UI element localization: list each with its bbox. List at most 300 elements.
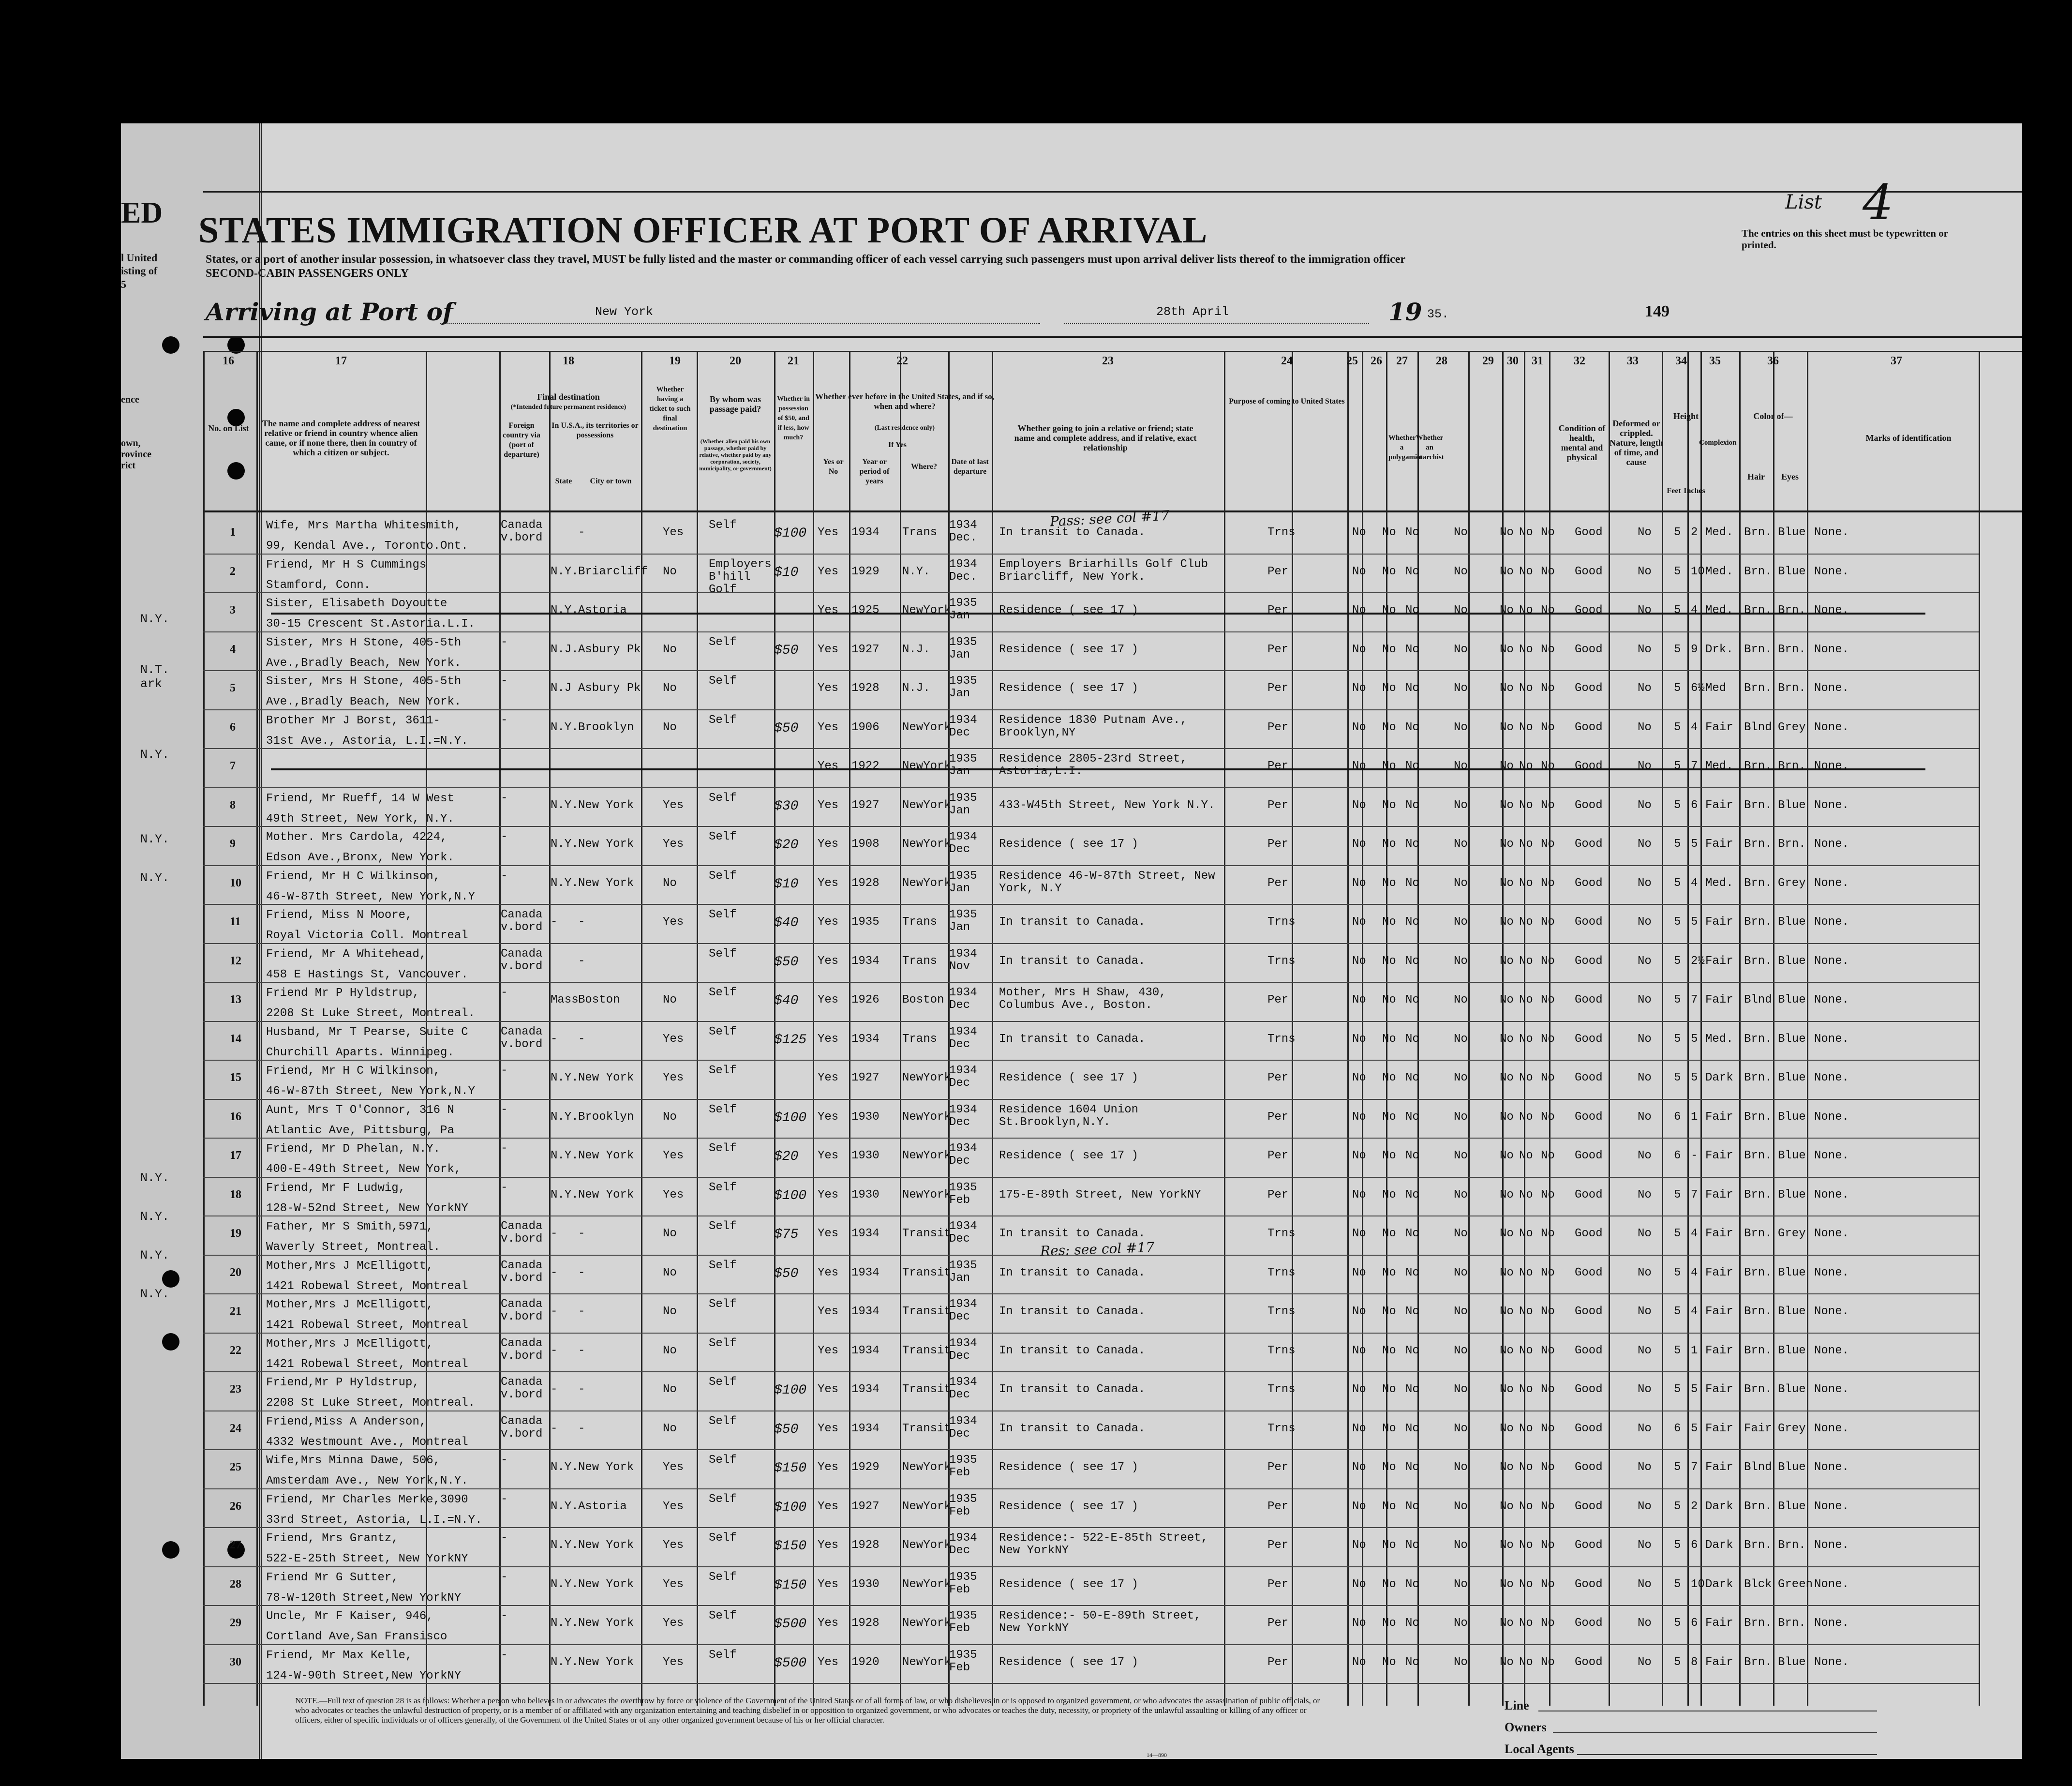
ticket-value: No [663, 643, 677, 656]
relative-name: Mother,Mrs J McElligott, [266, 1337, 433, 1351]
height-feet: 5 [1674, 604, 1681, 617]
dest-state: N.Y. [551, 1110, 579, 1124]
footnote-text: NOTE.—Full text of question 28 is as follows: Whether a person who believes in or advocates the overthrow by force or violence of the Government of the United States or of all forms of law, or who disbelieves in or is opposed to organized government, or who advocates the assassination of public officials, or who advocates or teaches the unlawful destruction of property, or is a member of or affiliated with any organization entertaining and teaching disbelief in or opposition to organized government, or who advocates or teaches the duty, necessity, or propriety of the unlawful assaulting or killing of any officer or officers, either of specific individuals or of officers generally, of the Government of the United States or of any other organized government because of his or her official character. [295, 1696, 1320, 1725]
q26-value: No [1382, 1383, 1396, 1396]
joining-text: In transit to Canada. [999, 526, 1146, 539]
height-inches: 2 [1691, 526, 1698, 539]
departure-date: 1935 Jan [949, 869, 977, 895]
q26-value: No [1382, 954, 1396, 968]
table-row [121, 1606, 2022, 1645]
dest-state: N.Y. [551, 1500, 579, 1513]
header-if-yes: If Yes [888, 441, 907, 449]
q25-value: No [1352, 604, 1366, 617]
height-inches: 1 [1691, 1344, 1698, 1357]
where-value: Transit [902, 1422, 951, 1435]
q27-value: No [1405, 526, 1419, 539]
header-color-of: Color of— [1753, 411, 1793, 421]
departure-date: 1934 Dec [949, 830, 977, 856]
purpose-value: Trns [1267, 1227, 1296, 1240]
ticket-value: No [663, 1227, 677, 1240]
deformed-value: No [1638, 1071, 1652, 1084]
where-value: Transit [902, 1266, 951, 1279]
purpose-value: Per [1267, 1461, 1289, 1474]
column-number: 24 [1281, 355, 1293, 367]
deformed-value: No [1638, 1422, 1652, 1435]
deformed-value: No [1638, 876, 1652, 890]
complexion-value: Fair [1705, 1227, 1733, 1240]
via-port: - [501, 1570, 508, 1584]
departure-date: 1935 Feb [949, 1648, 977, 1674]
column-number: 17 [335, 355, 347, 367]
departure-date: 1934 Dec [949, 1220, 977, 1246]
height-inches: 7 [1691, 760, 1698, 773]
hair-value: Blnd [1744, 1461, 1772, 1474]
relative-address: 1421 Robewal Street, Montreal [266, 1357, 468, 1371]
q29-value: No [1500, 643, 1514, 656]
via-port: Canada v.bord [501, 1376, 543, 1401]
ticket-value: Yes [663, 1577, 684, 1591]
q29-value: No [1500, 838, 1514, 851]
where-value: NewYork [902, 720, 951, 734]
row-number: 16 [230, 1110, 241, 1123]
q29-value: No [1500, 682, 1514, 695]
health-value: Good [1575, 1422, 1603, 1435]
q28-value: No [1454, 1149, 1468, 1162]
q31-value: No [1541, 1344, 1555, 1357]
header-yes-no: Yes or No [823, 458, 844, 476]
row-number: 2 [230, 565, 236, 578]
before-us-value: Yes [818, 565, 839, 578]
joining-text: Residence 46-W-87th Street, New York, N.Y [999, 869, 1215, 895]
q31-value: No [1541, 1500, 1555, 1513]
q29-value: No [1500, 1188, 1514, 1201]
q30-value: No [1519, 1227, 1533, 1240]
q31-value: No [1541, 993, 1555, 1006]
header-health: Condition of health, mental and physical [1558, 423, 1606, 462]
q29-value: No [1500, 1539, 1514, 1552]
purpose-value: Per [1267, 682, 1289, 695]
q25-value: No [1352, 1617, 1366, 1630]
passage-paid: Self [709, 1298, 737, 1311]
dest-city: New York [578, 1617, 634, 1630]
q25-value: No [1352, 838, 1366, 851]
purpose-value: Trns [1267, 1344, 1296, 1357]
deformed-value: No [1638, 916, 1652, 929]
ticket-value: Yes [663, 1461, 684, 1474]
money-value: $100 [774, 1110, 807, 1126]
q31-value: No [1541, 1266, 1555, 1279]
table-row [121, 866, 2022, 905]
where-value: NewYork [902, 1071, 951, 1084]
health-value: Good [1575, 993, 1603, 1006]
hair-value: Brn. [1744, 682, 1772, 695]
marks-value: None. [1814, 1149, 1849, 1162]
via-port: - [501, 713, 508, 727]
header-final-destination: Final destination [537, 392, 600, 402]
purpose-value: Per [1267, 1149, 1289, 1162]
q31-value: No [1541, 1539, 1555, 1552]
q25-value: No [1352, 1227, 1366, 1240]
header-relative: The name and complete address of nearest relative or friend in country whence alien came, or if none there, then in country of which a citizen or subject. [262, 419, 420, 457]
q31-value: No [1541, 720, 1555, 734]
passage-paid: Self [709, 519, 737, 532]
relative-name: Mother,Mrs J McElligott, [266, 1298, 433, 1311]
height-feet: 5 [1674, 798, 1681, 812]
height-inches: 5 [1691, 1071, 1698, 1084]
q28-value: No [1454, 1422, 1468, 1435]
q31-value: No [1541, 1461, 1555, 1474]
q28-value: No [1454, 526, 1468, 539]
left-fragment-row: N.Y. [140, 832, 170, 846]
q25-value: No [1352, 526, 1366, 539]
via-port: - [501, 1648, 508, 1662]
relative-address: Amsterdam Ave., New York,N.Y. [266, 1474, 468, 1487]
before-us-value: Yes [818, 1227, 839, 1240]
deformed-value: No [1638, 643, 1652, 656]
deformed-value: No [1638, 1461, 1652, 1474]
q29-value: No [1500, 760, 1514, 773]
year-value: 1929 [851, 1461, 879, 1474]
deformed-value: No [1638, 1383, 1652, 1396]
marks-value: None. [1814, 1539, 1849, 1552]
relative-address: 4332 Westmount Ave., Montreal [266, 1435, 468, 1449]
header-ticket: Whether having a ticket to such final destination [649, 386, 691, 432]
departure-date: 1934 Dec [949, 1531, 977, 1557]
q26-value: No [1382, 643, 1396, 656]
height-inches: 6 [1691, 1617, 1698, 1630]
header-no-on-list: No. on List [208, 423, 249, 433]
table-row [121, 788, 2022, 827]
q28-value: No [1454, 954, 1468, 968]
marks-value: None. [1814, 1422, 1849, 1435]
column-number: 35 [1709, 355, 1721, 367]
q28-value: No [1454, 1266, 1468, 1279]
ticket-value: No [663, 1110, 677, 1124]
table-row [121, 1178, 2022, 1216]
purpose-value: Per [1267, 1500, 1289, 1513]
joining-text: Residence ( see 17 ) [999, 604, 1139, 617]
health-value: Good [1575, 838, 1603, 851]
complexion-value: Fair [1705, 1149, 1733, 1162]
health-value: Good [1575, 565, 1603, 578]
purpose-value: Per [1267, 876, 1289, 890]
marks-value: None. [1814, 1266, 1849, 1279]
q25-value: No [1352, 1110, 1366, 1124]
passage-paid: Self [709, 635, 737, 649]
joining-text: Residence:- 50-E-89th Street, New YorkNY [999, 1609, 1201, 1635]
purpose-value: Per [1267, 643, 1289, 656]
q31-value: No [1541, 838, 1555, 851]
relative-address: 124-W-90th Street,New YorkNY [266, 1669, 462, 1682]
dest-state: N.Y. [551, 1188, 579, 1201]
q27-value: No [1405, 1110, 1419, 1124]
q28-value: No [1454, 798, 1468, 812]
dest-city: - [578, 1266, 585, 1279]
health-value: Good [1575, 1655, 1603, 1669]
q29-value: No [1500, 1500, 1514, 1513]
purpose-value: Per [1267, 1655, 1289, 1669]
marks-value: None. [1814, 1344, 1849, 1357]
table-row [121, 1645, 2022, 1684]
row-number: 7 [230, 760, 236, 772]
eyes-value: Blue [1778, 1461, 1806, 1474]
eyes-value: Blue [1778, 954, 1806, 968]
joining-text: Residence ( see 17 ) [999, 1461, 1139, 1474]
left-fragment-2: isting of [121, 265, 158, 277]
q30-value: No [1519, 682, 1533, 695]
agents-rule [1577, 1754, 1877, 1755]
hair-value: Brn. [1744, 1344, 1772, 1357]
instructions-text: States, or a port of another insular possession, in whatsoever class they travel, MUST be fully listed and the master or commanding officer of each vessel carrying such passengers must upon arrival deliver lists thereof to the immigration officer [206, 253, 1406, 266]
height-feet: 5 [1674, 1188, 1681, 1201]
q29-value: No [1500, 1344, 1514, 1357]
q27-value: No [1405, 1383, 1419, 1396]
via-port: - [501, 1609, 508, 1622]
complexion-value: Fair [1705, 1188, 1733, 1201]
relative-name: Friend, Mr A Whitehead, [266, 947, 427, 961]
column-number: 22 [896, 355, 908, 367]
health-value: Good [1575, 954, 1603, 968]
marks-value: None. [1814, 954, 1849, 968]
deformed-value: No [1638, 1655, 1652, 1669]
q30-value: No [1519, 1305, 1533, 1318]
relative-name: Friend, Mr Max Kelle, [266, 1649, 413, 1662]
purpose-value: Trns [1267, 1305, 1296, 1318]
q30-value: No [1519, 526, 1533, 539]
joining-text: In transit to Canada. [999, 1422, 1146, 1435]
marks-value: None. [1814, 1617, 1849, 1630]
joining-text: Residence ( see 17 ) [999, 1149, 1139, 1162]
before-us-value: Yes [818, 1110, 839, 1124]
year-value: 1934 [851, 954, 879, 968]
relative-name: Mother. Mrs Cardola, 4224, [266, 831, 447, 844]
health-value: Good [1575, 1539, 1603, 1552]
row-number: 8 [230, 798, 236, 811]
q30-value: No [1519, 1266, 1533, 1279]
header-intended-residence: (*Intended future permanent residence) [510, 404, 626, 411]
year-value: 1928 [851, 1617, 879, 1630]
q30-value: No [1519, 1422, 1533, 1435]
q30-value: No [1519, 1500, 1533, 1513]
height-inches: 5 [1691, 1032, 1698, 1046]
before-us-value: Yes [818, 682, 839, 695]
q31-value: No [1541, 565, 1555, 578]
dest-state: - [551, 1422, 558, 1435]
where-value: NewYork [902, 1188, 951, 1201]
joining-text: Residence ( see 17 ) [999, 1655, 1139, 1669]
dest-city: New York [578, 1461, 634, 1474]
left-fragment-row: N.Y. [140, 871, 170, 885]
table-row [121, 905, 2022, 944]
purpose-value: Per [1267, 1188, 1289, 1201]
via-port: - [501, 1531, 508, 1545]
q31-value: No [1541, 876, 1555, 890]
joining-text: Residence:- 522-E-85th Street, New YorkNY [999, 1531, 1208, 1557]
q26-value: No [1382, 526, 1396, 539]
q30-value: No [1519, 604, 1533, 617]
q27-value: No [1405, 643, 1419, 656]
left-fragment-row: N.Y. [140, 1171, 170, 1185]
ticket-value: Yes [663, 1617, 684, 1630]
year-value: 1927 [851, 1500, 879, 1513]
q27-value: No [1405, 1500, 1419, 1513]
q31-value: No [1541, 1617, 1555, 1630]
q26-value: No [1382, 1305, 1396, 1318]
q29-value: No [1500, 1227, 1514, 1240]
marks-value: None. [1814, 720, 1849, 734]
q30-value: No [1519, 760, 1533, 773]
hair-value: Brn. [1744, 876, 1772, 890]
passage-paid: Self [709, 1414, 737, 1428]
column-number: 30 [1507, 355, 1519, 367]
relative-name: Friend Mr P Hyldstrup, [266, 987, 419, 1000]
q29-value: No [1500, 1071, 1514, 1084]
height-inches: - [1691, 1149, 1698, 1162]
table-row [121, 1450, 2022, 1489]
q30-value: No [1519, 1539, 1533, 1552]
q28-value: No [1454, 604, 1468, 617]
q25-value: No [1352, 1071, 1366, 1084]
dest-state: N.Y. [551, 720, 579, 734]
eyes-value: Blue [1778, 1383, 1806, 1396]
row-number: 12 [230, 954, 241, 967]
where-value: N.J. [902, 682, 930, 695]
ticket-value: No [663, 720, 677, 734]
marks-value: None. [1814, 1110, 1849, 1124]
table-row [121, 749, 2022, 788]
q25-value: No [1352, 798, 1366, 812]
dest-state: N.Y. [551, 1617, 579, 1630]
q29-value: No [1500, 993, 1514, 1006]
relative-name: Friend, Mr Charles Merke,3090 [266, 1493, 468, 1506]
row-number: 19 [230, 1227, 241, 1240]
height-inches: 9 [1691, 643, 1698, 656]
passage-paid: Self [709, 1492, 737, 1506]
table-row [121, 827, 2022, 866]
complexion-value: Fair [1705, 1266, 1733, 1279]
hair-value: Brn. [1744, 643, 1772, 656]
relative-address: 30-15 Crescent St.Astoria.L.I. [266, 617, 476, 630]
departure-date: 1934 Dec [949, 1414, 977, 1441]
via-port: - [501, 830, 508, 843]
list-label: List [1785, 191, 1822, 213]
relative-address: Waverly Street, Montreal. [266, 1241, 441, 1254]
table-row [121, 1372, 2022, 1411]
departure-date: 1934 Dec [949, 1376, 977, 1401]
ticket-value: No [663, 1305, 677, 1318]
hair-value: Brn. [1744, 838, 1772, 851]
joining-text: In transit to Canada. [999, 1266, 1146, 1279]
height-feet: 5 [1674, 916, 1681, 929]
q30-value: No [1519, 1188, 1533, 1201]
joining-text: Residence ( see 17 ) [999, 1577, 1139, 1591]
height-feet: 6 [1674, 1422, 1681, 1435]
dest-state: N.Y. [551, 876, 579, 890]
q27-value: No [1405, 954, 1419, 968]
column-number: 28 [1436, 355, 1447, 367]
height-inches: 7 [1691, 1461, 1698, 1474]
header-rule [203, 336, 2022, 338]
complexion-value: Fair [1705, 1655, 1733, 1669]
purpose-value: Per [1267, 1577, 1289, 1591]
page-number: 149 [1645, 302, 1670, 320]
header-passage-note: (Whether alien paid his own passage, whether paid by relative, whether paid by any corporation, society, municipality, or government) [699, 438, 772, 472]
q26-value: No [1382, 1655, 1396, 1669]
health-value: Good [1575, 1383, 1603, 1396]
via-port: Canada v.bord [501, 1298, 543, 1323]
row-number: 23 [230, 1383, 241, 1396]
eyes-value: Blue [1778, 526, 1806, 539]
header-departure: Date of last departure [951, 458, 989, 476]
relative-name: Uncle, Mr F Kaiser, 946, [266, 1610, 433, 1623]
eyes-value: Blue [1778, 1266, 1806, 1279]
q28-value: No [1454, 838, 1468, 851]
marks-value: None. [1814, 643, 1849, 656]
list-number: 4 [1863, 174, 1893, 231]
passage-paid: Self [709, 1531, 737, 1545]
q29-value: No [1500, 954, 1514, 968]
purpose-value: Per [1267, 1071, 1289, 1084]
departure-date: 1934 Dec [949, 1298, 977, 1323]
q26-value: No [1382, 1188, 1396, 1201]
q28-value: No [1454, 916, 1468, 929]
hair-value: Brn. [1744, 1188, 1772, 1201]
q29-value: No [1500, 1032, 1514, 1046]
deformed-value: No [1638, 1188, 1652, 1201]
q28-value: No [1454, 1383, 1468, 1396]
marks-value: None. [1814, 1071, 1849, 1084]
row-number: 6 [230, 720, 236, 734]
before-us-value: Yes [818, 1655, 839, 1669]
marks-value: None. [1814, 1577, 1849, 1591]
q26-value: No [1382, 993, 1396, 1006]
deformed-value: No [1638, 720, 1652, 734]
relative-address: 458 E Hastings St, Vancouver. [266, 968, 468, 981]
q30-value: No [1519, 954, 1533, 968]
strikethrough-line [271, 768, 1925, 770]
money-value: $20 [774, 838, 799, 853]
dest-state: N.Y. [551, 1149, 579, 1162]
height-inches: 4 [1691, 1305, 1698, 1318]
joining-text: In transit to Canada. [999, 1227, 1146, 1240]
row-number: 3 [230, 604, 236, 616]
relative-address: Atlantic Ave, Pittsburg, Pa [266, 1124, 454, 1137]
departure-date: 1934 Dec [949, 1064, 977, 1090]
header-state: State [555, 477, 572, 485]
header-possession: Whether in possession of $50, and if less, how much? [777, 395, 810, 441]
dest-state: N.Y. [551, 565, 579, 578]
q31-value: No [1541, 1188, 1555, 1201]
table-row [121, 593, 2022, 632]
q30-value: No [1519, 876, 1533, 890]
dest-state: N.Y. [551, 1539, 579, 1552]
money-value: $50 [774, 1266, 799, 1281]
year-value: 1925 [851, 604, 879, 617]
q26-value: No [1382, 1617, 1396, 1630]
relative-address: 400-E-49th Street, New York, [266, 1163, 462, 1176]
passage-paid: Self [709, 675, 737, 688]
where-value: NewYork [902, 1500, 951, 1513]
q31-value: No [1541, 798, 1555, 812]
height-feet: 5 [1674, 720, 1681, 734]
relative-address: 99, Kendal Ave., Toronto.Ont. [266, 540, 468, 553]
purpose-value: Per [1267, 993, 1289, 1006]
deformed-value: No [1638, 954, 1652, 968]
q28-value: No [1454, 993, 1468, 1006]
q30-value: No [1519, 838, 1533, 851]
complexion-value: Fair [1705, 1305, 1733, 1318]
where-value: NewYork [902, 876, 951, 890]
